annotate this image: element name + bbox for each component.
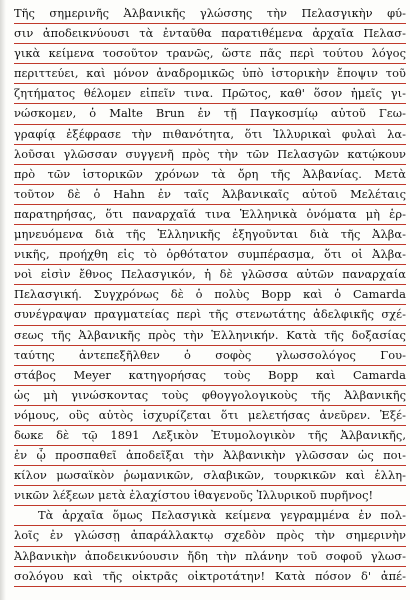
text-line: μηνευόμενα διὰ τῆς Ἑλληνικῆς ἐξηγοῦνται διὰ τῆς Ἀλβα- [14,225,406,245]
text-line: ζητήματος θέλομεν εἰπεῖν τινα. Πρῶτος, καθ' ὅσον ἡμεῖς γι- [14,84,406,104]
text-line: λοῦσαι γλῶσσαν συγγενῆ πρὸς τὴν τῶν Πελασγῶν κατῴκουν [14,145,406,165]
text-line: νικῆς, προήχθη εἰς τὸ ὀρθότατον συμπέρασμα, ὅτι οἱ Ἀλβα- [14,245,406,265]
text-line: κίλον μωσαϊκὸν ῥωμανικῶν, σλαβικῶν, τουρκικῶν καὶ ἑλλη- [14,466,406,486]
text-line: Τὰ ἀρχαῖα ὅμως Πελασγικὰ κείμενα γεγραμμένα ἐν πολ- [14,506,406,526]
text-line: νόμους, οὓς αὐτὸς ἰσχυρίζεται ὅτι μελετήσας ἀνεῦρεν. Ἐξέ- [14,406,406,426]
text-line: περιττεύει, καὶ μόνον ἀναδρομικῶς ὑπὸ ἱστορικὴν ἔποψιν τοῦ [14,64,406,84]
text-line: τοῦτον δὲ ὁ Hahn ἐν ταῖς Ἀλβανικαῖς αὐτοῦ Μελέταις [14,185,406,205]
paragraph-1 [14,4,406,506]
text-line: Τῆς σημερινῆς Ἀλβανικῆς γλώσσης τὴν Πελασγικὴν φύ- [14,4,406,24]
paragraph-2 [14,506,406,586]
text-line: ταύτης ἀντεπεξῆλθεν ὁ σοφὸς γλωσσολόγος Γου- [14,346,406,366]
text-line: παρατηρήσας, ὅτι παναρχαῖά τινα Ἑλληνικὰ ὀνόματα μὴ ἑρ- [14,205,406,225]
text-line: λοῖς ἐν γλώσσῃ ἀπαράλλακτῳ σχεδὸν πρὸς τὴν σημερινὴν [14,526,406,546]
text-line: πρὸ τῶν ἱστορικῶν χρόνων τὰ ὄρη τῆς Ἀλβανίας. Μετὰ [14,165,406,185]
text-line: γικὰ κείμενα τοσοῦτον τρανῶς, ὥστε πᾶς περὶ τούτου λόγος [14,44,406,64]
text-line: Πελασγική. Συγχρόνως δὲ ὁ πολὺς Bopp καὶ ὁ Camarda [14,285,406,305]
text-line: στάβος Meyer κατηγορήσας τοὺς Bopp καὶ Camarda [14,366,406,386]
scan-edge-shadow [0,0,6,600]
text-line: νώσκομεν, ὁ Malte Brun ἐν τῇ Παγκοσμίῳ αὐτοῦ Γεω- [14,104,406,124]
text-line: νοὶ εἰσὶν ἔθνος Πελασγικόν, ἡ δὲ γλῶσσα αὐτῶν παναρχαία [14,265,406,285]
text-line: σιν ἀποδεικνύουσι τὰ ἐνταῦθα παρατιθέμενα ἀρχαῖα Πελασ- [14,24,406,44]
text-line: ὡς μὴ γινώσκοντας τοὺς φθογγολογικοὺς τῆς Ἀλβανικῆς [14,386,406,406]
text-line: συνέγραψαν πραγματείας περὶ τῆς στενωτάτης ἀδελφικῆς σχέ- [14,305,406,325]
text-line: σολόγου καὶ τῆς οἰκτρᾶς οἰκτροτάτην! Κατὰ πόσον δ' ἀπέ- [14,567,406,587]
document-text [14,4,406,587]
text-line: Ἀλβανικὴν ἀποδεικνύουσιν ἤδη τὴν πλάνην τοῦ σοφοῦ γλωσ- [14,547,406,567]
text-line: ἐν ᾧ προσπαθεῖ ἀποδεῖξαι τὴν Ἀλβανικὴν γλῶσσαν ὡς ποι- [14,446,406,466]
text-line: σεως τῆς Ἀλβανικῆς πρὸς τὴν Ἑλληνικήν. Κατὰ τῆς δοξασίας [14,326,406,346]
text-line: νικῶν λέξεων μετὰ ἐλαχίστου ἰθαγενοῦς Ἰλλυρικοῦ πυρῆνος! [14,486,406,506]
text-line: δωκε δὲ τῷ 1891 Λεξικὸν Ἐτυμολογικὸν τῆς Ἀλβανικῆς, [14,426,406,446]
text-line: γραφίᾳ ἐξέφρασε τὴν πιθανότητα, ὅτι Ἰλλυρικαὶ φυλαὶ λα- [14,125,406,145]
